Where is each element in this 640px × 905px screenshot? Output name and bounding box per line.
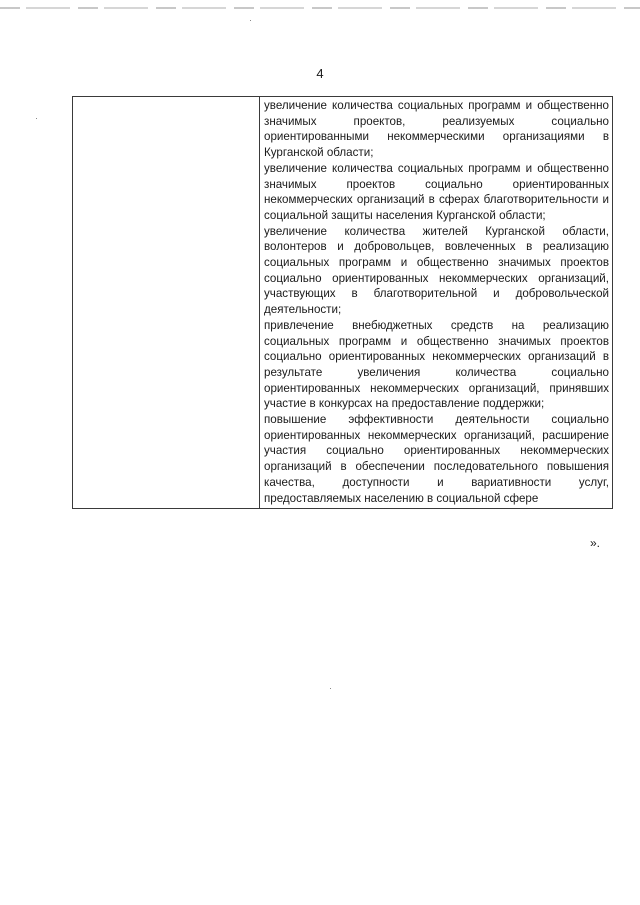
table-cell-left: [73, 97, 260, 509]
paragraph-charity-social-protection: увеличение количества социальных программ и общественно значимых проектов социально ориентированных некоммерческих организаций в сферах благотворительности и социальной защиты населения Курганской области;: [264, 161, 609, 222]
right-cell-text: [260, 97, 612, 508]
paragraph-programs-implemented: увеличение количества социальных программ и общественно значимых проектов, реализуемых социально ориентированными некоммерческими организациями в Курганской области;: [264, 99, 609, 160]
scan-speck: [36, 118, 37, 119]
document-table: [72, 96, 613, 509]
table-cell-right: [260, 97, 613, 509]
scan-edge-line: [0, 7, 640, 9]
left-cell-text: [73, 97, 259, 100]
paragraph-volunteers-involved: увеличение количества жителей Курганской области, волонтеров и добровольцев, вовлеченных в реализацию социальных программ и общественно значимых проектов социально ориентированных некоммерческих организаций, участвующих в благотворительной и добровольческой деятельности;: [264, 224, 609, 317]
page-number: 4: [316, 66, 324, 81]
paragraph-efficiency-increase: повышение эффективности деятельности социально ориентированных некоммерческих организаций, расширение участия социально ориентированных некоммерческих организаций в обеспечении последовательного повышения качества, доступности и вариативности услуг, предоставляемых населению в социальной сфере: [264, 413, 609, 505]
scan-speck: [250, 20, 251, 21]
closing-quote-mark: ».: [590, 536, 601, 550]
scan-speck: [330, 688, 331, 689]
table-row: [73, 97, 613, 509]
paragraph-extrabudgetary-funds: привлечение внебюджетных средств на реализацию социальных программ и общественно значимых проектов социально ориентированных некоммерческих организаций в результате увеличения количества социально ориентированных некоммерческих организаций, принявших участие в конкурсах на предоставление поддержки;: [264, 318, 609, 411]
